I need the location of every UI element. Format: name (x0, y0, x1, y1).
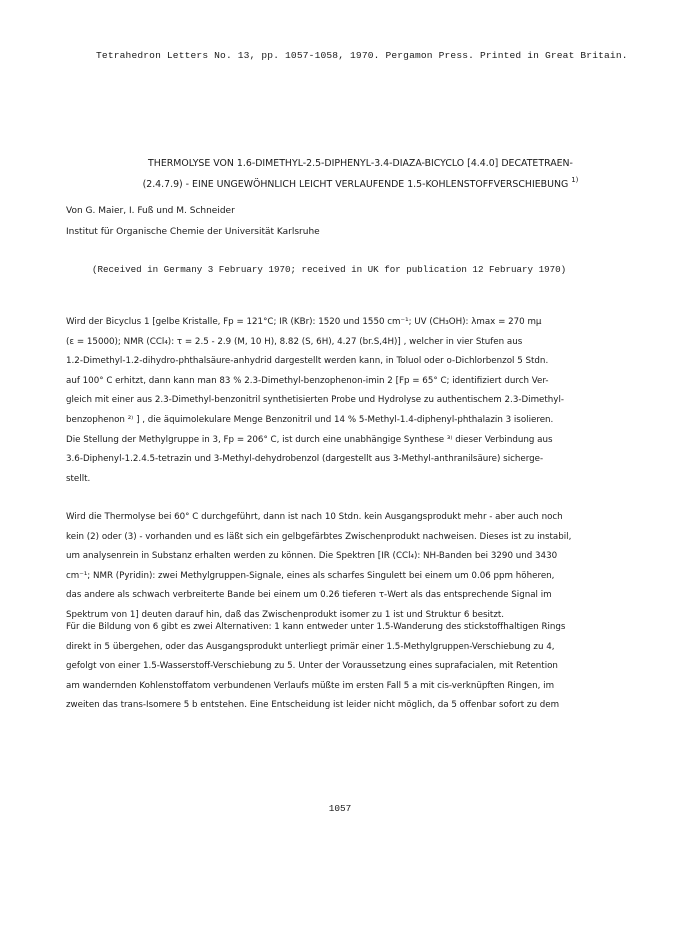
paragraph-line: um analysenrein in Substanz erhalten werden zu können. Die Spektren [IR (CCl₄): NH-Banden bei 3290 und 3430 (66, 551, 558, 562)
paragraph-line: cm⁻¹; NMR (Pyridin): zwei Methylgruppen-Signale, eines als scharfes Singulett bei einem um 0.06 ppm höheren, (66, 570, 555, 581)
paragraph-line: Wird der Bicyclus 1 [gelbe Kristalle, Fp = 121°C; IR (KBr): 1520 und 1550 cm⁻¹; UV (CH₃OH): λmax = 270 mμ (66, 317, 542, 327)
paragraph-line: auf 100° C erhitzt, dann kann man 83 % 2.3-Dimethyl-benzophenon-imin 2 [Fp = 65° C; identifiziert durch Ver- (66, 375, 549, 386)
page-number: 1057 (328, 803, 352, 814)
paper-title (88, 155, 633, 193)
received-note: (Received in Germany 3 February 1970; received in UK for publication 12 February 1970) (92, 264, 567, 275)
paragraph-2 (66, 508, 634, 626)
paragraph-line: am wandernden Kohlenstoffatom verbundenen Verlaufs müßte im ersten Fall 5 a mit cis-verknüpften Ringen, im (66, 680, 555, 691)
paragraph-line: das andere als schwach verbreiterte Bande bei einem um 0.26 tieferen τ-Wert als das entsprechende Signal im (66, 590, 552, 601)
paragraph-line: Spektrum von 1] deuten darauf hin, daß das Zwischenprodukt isomer zu 1 ist und Struktur 6 besitzt. (66, 609, 505, 620)
paragraph-line: kein (2) oder (3) - vorhanden und es läßt sich ein gelbgefärbtes Zwischenprodukt nachweisen. Dieses ist zu instabil, (66, 531, 572, 542)
paragraph-1 (66, 313, 634, 489)
paragraph-line: 1.2-Dimethyl-1.2-dihydro-phthalsäure-anhydrid dargestellt werden kann, in Toluol oder o-Dichlorbenzol 5 Stdn. (66, 356, 549, 367)
paragraph-line: gleich mit einer aus 2.3-Dimethyl-benzonitril synthetisierten Probe und Hydrolyse zu authentischem 2.3-Dimethyl- (66, 395, 564, 406)
paragraph-line: direkt in 5 übergehen, oder das Ausgangsprodukt unterliegt primär einer 1.5-Methylgruppen-Verschiebung zu 4, (66, 641, 555, 652)
paragraph-line: Die Stellung der Methylgruppe in 3, Fp = 206° C, ist durch eine unabhängige Synthese ³⁾ dieser Verbindung aus (66, 434, 553, 445)
paragraph-3 (66, 618, 634, 716)
paragraph-line: benzophenon ²⁾ ] , die äquimolekulare Menge Benzonitril und 14 % 5-Methyl-1.4-diphenyl-phthalazin 3 isolieren. (66, 414, 554, 425)
title-line-1: THERMOLYSE VON 1.6-DIMETHYL-2.5-DIPHENYL-3.4-DIAZA-BICYCLO [4.4.0] DECATETRAEN- (148, 158, 573, 169)
paragraph-line: 3.6-Diphenyl-1.2.4.5-tetrazin und 3-Methyl-dehydrobenzol (dargestellt aus 3-Methyl-anthranilsäure) sicherge- (66, 454, 544, 465)
title-footnote-marker: 1) (571, 176, 579, 184)
title-line-2-text: (2.4.7.9) - EINE UNGEWÖHNLICH LEICHT VERLAUFENDE 1.5-KOHLENSTOFFVERSCHIEBUNG (142, 179, 569, 190)
paragraph-line: zweiten das trans-Isomere 5 b entstehen. Eine Entscheidung ist leider nicht möglich, da 5 offenbar sofort zu dem (66, 700, 560, 711)
title-line-2 (88, 172, 633, 193)
authors: Von G. Maier, I. Fuß und M. Schneider (66, 206, 235, 216)
paragraph-line: (ε = 15000); NMR (CCl₄): τ = 2.5 - 2.9 (M, 10 H), 8.82 (S, 6H), 4.27 (br.S,4H)] , welcher in vier Stufen aus (66, 336, 523, 347)
paragraph-line: stellt. (66, 473, 91, 484)
paragraph-line: Für die Bildung von 6 gibt es zwei Alternativen: 1 kann entweder unter 1.5-Wanderung des stickstoffhaltigen Rings (66, 622, 566, 632)
paragraph-line: gefolgt von einer 1.5-Wasserstoff-Verschiebung zu 5. Unter der Voraussetzung eines suprafacialen, mit Retention (66, 661, 558, 672)
institute: Institut für Organische Chemie der Universität Karlsruhe (66, 227, 320, 237)
journal-citation-header: Tetrahedron Letters No. 13, pp. 1057-1058, 1970. Pergamon Press. Printed in Great Britain. (96, 50, 628, 61)
paragraph-line: Wird die Thermolyse bei 60° C durchgeführt, dann ist nach 10 Stdn. kein Ausgangsprodukt mehr - aber auch noch (66, 512, 563, 522)
